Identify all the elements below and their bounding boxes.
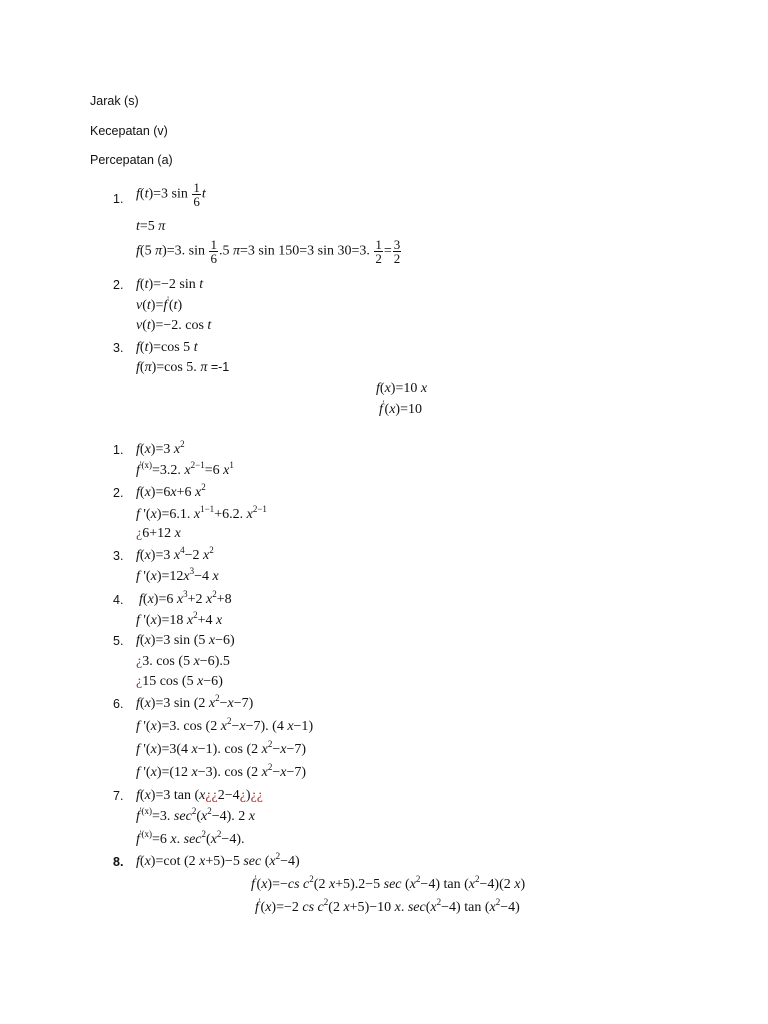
list1-number-1: 1. xyxy=(113,192,124,206)
deriv-3-1: f(x)=3 $x^4-2$ $x^2$ xyxy=(136,545,214,563)
list2-number-1: 1. xyxy=(113,443,124,457)
deriv-8-3: f'(x)=−2 cs $c^2(2$ x+5)−10 x. $\sec(x^2-4)$ $\tan (x^2-4)$ xyxy=(255,897,520,915)
deriv-7-1: f(x)=3 tan (x¿¿2−4¿)¿¿ xyxy=(136,788,264,803)
deriv-7-2: $f^{'(x)}=3$. $\sec^2(x^2-4)$. 2 x xyxy=(136,806,255,824)
deriv-5-3: ¿15 cos (5 x−6) xyxy=(136,674,223,689)
list2-number-8: 8. xyxy=(113,855,124,869)
equation-3-1: f(t)=cos 5 t xyxy=(136,340,198,355)
deriv-5-1: f(x)=3 sin (5 x−6) xyxy=(136,633,235,648)
equation-2-1: f(t)=−2 sin t xyxy=(136,277,204,292)
deriv-4-2: f '(x)=18 $x^2+4$ x xyxy=(136,610,223,628)
list2-number-7: 7. xyxy=(113,789,124,803)
list2-number-6: 6. xyxy=(113,697,124,711)
deriv-3-2: f '$(x)=12x^3-4$ x xyxy=(136,566,219,584)
list2-number-3: 3. xyxy=(113,549,124,563)
deriv-6-2: f '(x)=3. cos (2 $x^2-x-7$). (4 x−1) xyxy=(136,716,314,734)
equation-2-2: v(t)=f'(t) xyxy=(136,295,183,313)
deriv-6-4: f '(x)=(12 x−3). cos (2 $x^2-x-7$) xyxy=(136,762,307,780)
deriv-2-1: f(x)=6x+6 $x^2$ xyxy=(136,482,206,500)
list2-number-5: 5. xyxy=(113,634,124,648)
deriv-1-2: $f^{'(x)}=3.2$. $x^{2-1}=6$ $x^1$ xyxy=(136,460,234,478)
deriv-7-3: $f^{'(x)}=6$ x. $\sec^2(x^2-4)$. xyxy=(136,829,245,847)
deriv-5-2: ¿3. cos (5 x−6).5 xyxy=(136,654,230,669)
equation-centered-2: f'(x)=10 xyxy=(379,399,422,417)
heading-acceleration: Percepatan (a) xyxy=(90,153,173,167)
deriv-4-1: f(x)=6 $x^3+2$ $x^2+8$ xyxy=(139,589,232,607)
deriv-6-3: f '(x)=3(4 x−1). cos (2 $x^2-x-7$) xyxy=(136,739,307,757)
list2-number-2: 2. xyxy=(113,486,124,500)
equation-1-3: f(5 π)=3. sin $\frac{1}{6}$ .5 π=3 sin 150=3 sin 30=3. $\frac{1}{2}$ = $\frac{3}{2}$ xyxy=(136,237,401,266)
deriv-1-1: f(x)=3 $x^2$ xyxy=(136,439,185,457)
equation-1-1: f(t)=3 sin $\frac{1}{6}$ t xyxy=(136,180,206,209)
equation-3-2: f(π)=cos 5. π =-1 xyxy=(136,360,230,375)
deriv-2-2: f '(x)=6.1. $x^{1-1}+6.2$. $x^{2-1}$ xyxy=(136,504,267,522)
deriv-6-1: f(x)=3 sin (2 $x^2-x-7$) xyxy=(136,693,254,711)
list1-number-3: 3. xyxy=(113,341,124,355)
equation-3-result: =-1 xyxy=(210,360,230,374)
deriv-2-3: ¿6+12 x xyxy=(136,526,181,541)
heading-distance: Jarak (s) xyxy=(90,94,139,108)
equation-1-2: t=5 π xyxy=(136,219,166,234)
equation-centered-1: f(x)=10 x xyxy=(376,381,428,396)
list1-number-2: 2. xyxy=(113,278,124,292)
deriv-8-2: f'(x)=−cs $c^2(2$ x+5).2−5 $\sec (x^2-4)$ $\tan (x^2-4)(2$ x) xyxy=(251,874,526,892)
list2-number-4: 4. xyxy=(113,593,124,607)
heading-velocity: Kecepatan (v) xyxy=(90,124,168,138)
deriv-8-1: f(x)=cot (2 x+5)−5 $\sec (x^2-4)$ xyxy=(136,851,300,869)
equation-2-3: v(t)=−2. cos t xyxy=(136,318,212,333)
